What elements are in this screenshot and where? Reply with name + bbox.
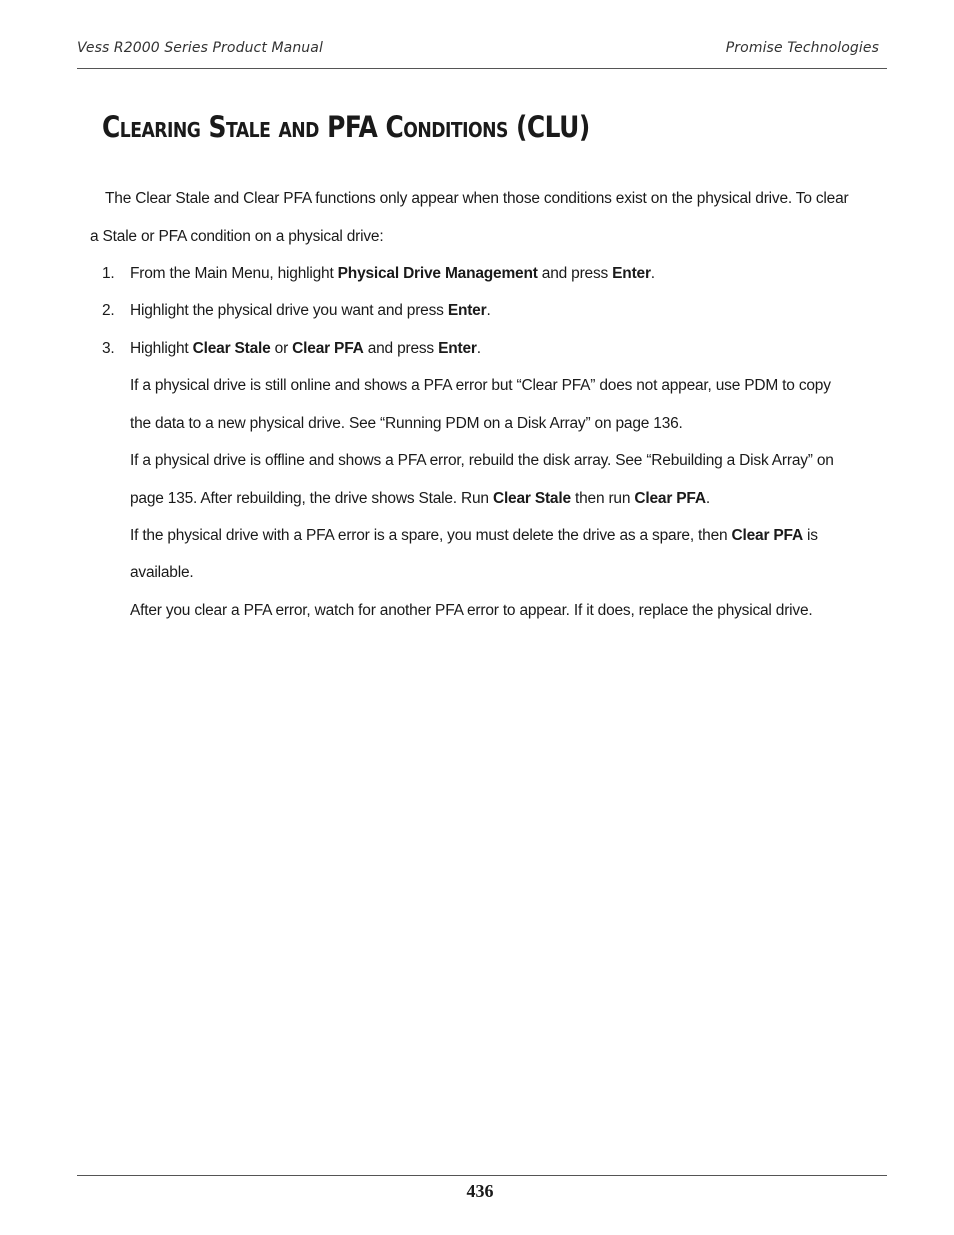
note-text: then run	[570, 490, 635, 507]
section-title: Clearing Stale and PFA Conditions (CLU)	[102, 110, 590, 144]
key-name: Enter	[438, 340, 477, 357]
menu-option-name: Clear PFA	[731, 527, 803, 544]
company-name: Promise Technologies	[725, 40, 879, 56]
step-1-text	[130, 265, 655, 283]
note-text: If the physical drive with a PFA error is a spare, you must delete the drive as a spare, then	[130, 527, 732, 544]
step-number: 3.	[102, 340, 115, 357]
footer-divider	[77, 1175, 887, 1176]
step-text: From the Main Menu, highlight	[130, 265, 338, 282]
step-text: Highlight the physical drive you want and press	[130, 302, 448, 319]
step-text: and press	[537, 265, 613, 282]
menu-option-name: Clear PFA	[292, 340, 364, 357]
menu-option-name: Clear Stale	[492, 490, 571, 507]
note-2-line-1: If a physical drive is offline and shows a PFA error, rebuild the disk array. See “Rebuilding a Disk Array” on	[130, 452, 834, 469]
note-text: is	[802, 527, 818, 544]
note-4: After you clear a PFA error, watch for another PFA error to appear. If it does, replace the physical drive.	[130, 602, 813, 619]
key-name: Enter	[447, 302, 487, 319]
list-item	[102, 265, 115, 283]
step-text: and press	[363, 340, 439, 357]
note-3-line-2: available.	[130, 564, 194, 581]
note-1-line-1: If a physical drive is still online and shows a PFA error but “Clear PFA” does not appear, use PDM to copy	[130, 377, 831, 394]
menu-option-name: Clear PFA	[634, 490, 706, 507]
step-3-text	[130, 340, 481, 358]
step-text: or	[270, 340, 293, 357]
intro-line-2: a Stale or PFA condition on a physical drive:	[90, 228, 384, 245]
menu-option-name: Clear Stale	[192, 340, 271, 357]
intro-line-1: The Clear Stale and Clear PFA functions only appear when those conditions exist on the physical drive. To clear	[105, 190, 849, 207]
manual-title: Vess R2000 Series Product Manual	[77, 40, 323, 56]
key-name: Enter	[612, 265, 651, 282]
note-2-line-2	[130, 490, 710, 508]
note-3-line-1	[130, 527, 818, 545]
note-1-line-2: the data to a new physical drive. See “Running PDM on a Disk Array” on page 136.	[130, 415, 683, 432]
page-number: 436	[466, 1181, 494, 1201]
note-text: .	[705, 490, 710, 507]
step-text: .	[650, 265, 655, 282]
list-item	[102, 340, 115, 358]
step-2-text	[130, 302, 491, 320]
step-number: 1.	[102, 265, 115, 282]
step-text: Highlight	[130, 340, 193, 357]
menu-option-name: Physical Drive Management	[337, 265, 538, 282]
page-header	[77, 40, 887, 69]
step-number: 2.	[102, 302, 115, 319]
note-text: page 135. After rebuilding, the drive shows Stale. Run	[130, 490, 493, 507]
list-item	[102, 302, 115, 320]
step-text: .	[486, 302, 491, 319]
step-text: .	[476, 340, 481, 357]
